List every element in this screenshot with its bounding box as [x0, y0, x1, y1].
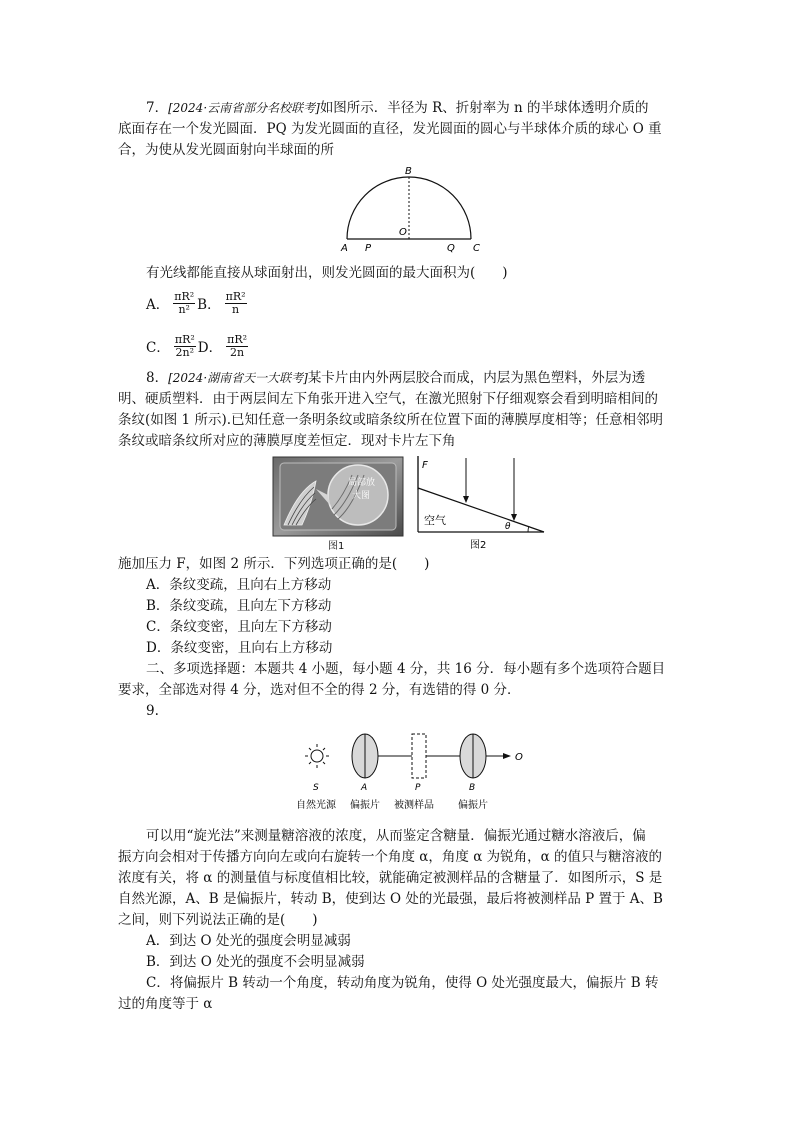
q9-line-4: 自然光源，A、B 是偏振片，转动 B，使到达 O 处的光最强，最后将被测样品 P 置于 A、B [118, 891, 663, 907]
q7-option-B-label: B． [197, 297, 221, 313]
q9-name-polarizer-B: 偏振片 [458, 800, 488, 811]
q9-polarizer-A [352, 734, 378, 778]
q7-line-2: 底面存在一个发光圆面．PQ 为发光圆面的直径，发光圆面的圆心与半球体介质的球心 O 重 [118, 121, 662, 137]
q8-option-D: D．条纹变密，且向右上方移动 [146, 640, 333, 656]
q8-fig2-beam-1-head [463, 496, 469, 503]
q7-hemisphere-figure [335, 163, 495, 255]
q7-line-3: 合，为使从发光圆面射向半球面的所 [118, 142, 334, 158]
q8-fig2-caption: 图2 [470, 540, 487, 551]
q7-option-D-label: D． [197, 340, 223, 356]
q8-fig2-beam-2-head [511, 514, 517, 521]
q7-option-A-fraction [173, 291, 195, 316]
q7-option-A-label: A． [146, 297, 170, 313]
q8-option-A: A．条纹变疏，且向右上方移动 [146, 577, 332, 593]
q8-figure-2 [410, 452, 550, 552]
q9-label-O: O [515, 752, 523, 763]
q9-line-5: 之间，则下列说法正确的是( ) [118, 912, 318, 928]
q9-name-polarizer-A: 偏振片 [350, 800, 380, 811]
q9-line-3: 浓度有关，将 α 的测量值与标度值相比较，就能确定被测样品的含糖量了．如图所示，S 是 [118, 870, 663, 886]
q7-option-B-num: πR² [225, 289, 246, 303]
q9-polarizer-B [460, 734, 486, 778]
q7-line-4: 有光线都能直接从球面射出，则发光圆面的最大面积为( ) [146, 265, 508, 281]
q8-source: [2024·湖南省天一大联考] [168, 371, 308, 385]
q8-line-3: 条纹(如图 1 所示).已知任意一条明条纹或暗条纹所在位置下面的薄膜厚度相等；任意相邻明 [118, 412, 663, 428]
q8-line-5: 施加压力 F，如图 2 所示．下列选项正确的是( ) [118, 556, 430, 572]
q7-option-A-num: πR² [174, 289, 195, 303]
q9-label-P: P [415, 783, 421, 793]
q9-option-C-line-2: 过的角度等于 α [118, 996, 213, 1012]
q9-label-B: B [469, 783, 476, 793]
q7-option-row-2 [146, 329, 250, 363]
q9-label-A: A [361, 783, 368, 793]
q7-option-B-den: n [232, 302, 240, 316]
q7-label-C: C [473, 243, 480, 254]
q9-name-source: 自然光源 [296, 800, 336, 811]
q8-line-2: 明、硬质塑料．由于两层间左下角张开进入空气，在激光照射下仔细观察会看到明暗相间的 [118, 391, 658, 407]
q9-label-S: S [313, 783, 319, 793]
q9-light-source-icon [305, 744, 329, 768]
q8-fig1-caption: 图1 [328, 541, 345, 551]
q7-line1-text: 如图所示．半径为 R、折射率为 n 的半球体透明介质的 [319, 100, 649, 116]
q8-fig2-air-label: 空气 [424, 514, 446, 527]
q9-option-A: A．到达 O 处光的强度会明显减弱 [146, 933, 351, 949]
q8-option-B: B．条纹变疏，且向左下方移动 [146, 598, 332, 614]
q9-option-C-line-1: C．将偏振片 B 转动一个角度，转动角度为锐角，使得 O 处光强度最大，偏振片 B 转 [146, 975, 659, 991]
q7-source: [2024·云南省部分名校联考] [168, 101, 320, 115]
q7-option-D-fraction [226, 334, 248, 359]
section2-line-1: 二、多项选择题：本题共 4 小题，每小题 4 分，共 16 分．每小题有多个选项符合题目 [146, 661, 666, 677]
q7-option-D-den: 2n [230, 345, 245, 359]
q8-line-4: 条纹或暗条纹所对应的薄膜厚度差恒定．现对卡片左下角 [118, 433, 456, 449]
q9-axis-arrowhead [503, 753, 511, 759]
q8-line-1 [146, 368, 645, 388]
q9-name-sample: 被测样品 [394, 800, 434, 811]
q8-number: 8． [146, 370, 169, 386]
q7-option-B-fraction [225, 291, 247, 316]
section2-line-2: 要求，全部选对得 4 分，选对但不全的得 2 分，有选错的得 0 分． [118, 682, 521, 698]
q7-option-A-den: n² [178, 302, 190, 316]
q9-line-2: 振方向会相对于传播方向向左或向右旋转一个角度 α，角度 α 为锐角，α 的值只与糖溶液的 [118, 849, 663, 865]
q8-fig1-label-top: 局部放 [348, 478, 376, 488]
q7-number: 7． [146, 100, 169, 116]
q9-sample-P [412, 734, 426, 778]
q7-label-Q: Q [447, 243, 455, 254]
q7-label-O: O [399, 227, 407, 238]
q7-option-D-num: πR² [227, 332, 248, 346]
q7-option-row-1 [146, 286, 249, 320]
q7-option-C-fraction [174, 334, 196, 359]
q7-label-B: B [405, 166, 412, 177]
q7-option-C-label: C． [146, 340, 170, 356]
q7-label-P: P [365, 243, 372, 254]
q9-line-1: 可以用“旋光法”来测量糖溶液的浓度，从而鉴定含糖量．偏振光通过糖水溶液后，偏 [146, 828, 646, 844]
q8-fig1-label-bottom: 大图 [352, 491, 371, 501]
q7-option-C-num: πR² [174, 332, 195, 346]
q8-option-C: C．条纹变密，且向左下方移动 [146, 619, 332, 635]
q7-option-C-den: 2n² [175, 345, 195, 359]
q8-fig2-F-label: F [422, 460, 428, 471]
q9-optics-figure [295, 728, 535, 816]
q8-line1-text: 某卡片由内外两层胶合而成，内层为黑色塑料，外层为透 [307, 370, 646, 386]
q9-number: 9. [146, 703, 159, 719]
q8-fig2-theta-label: θ [505, 522, 511, 532]
q8-figure-1 [272, 455, 406, 551]
q9-option-B: B．到达 O 处光的强度不会明显减弱 [146, 954, 365, 970]
q7-label-A: A [341, 243, 348, 254]
q7-line-1 [146, 98, 649, 118]
